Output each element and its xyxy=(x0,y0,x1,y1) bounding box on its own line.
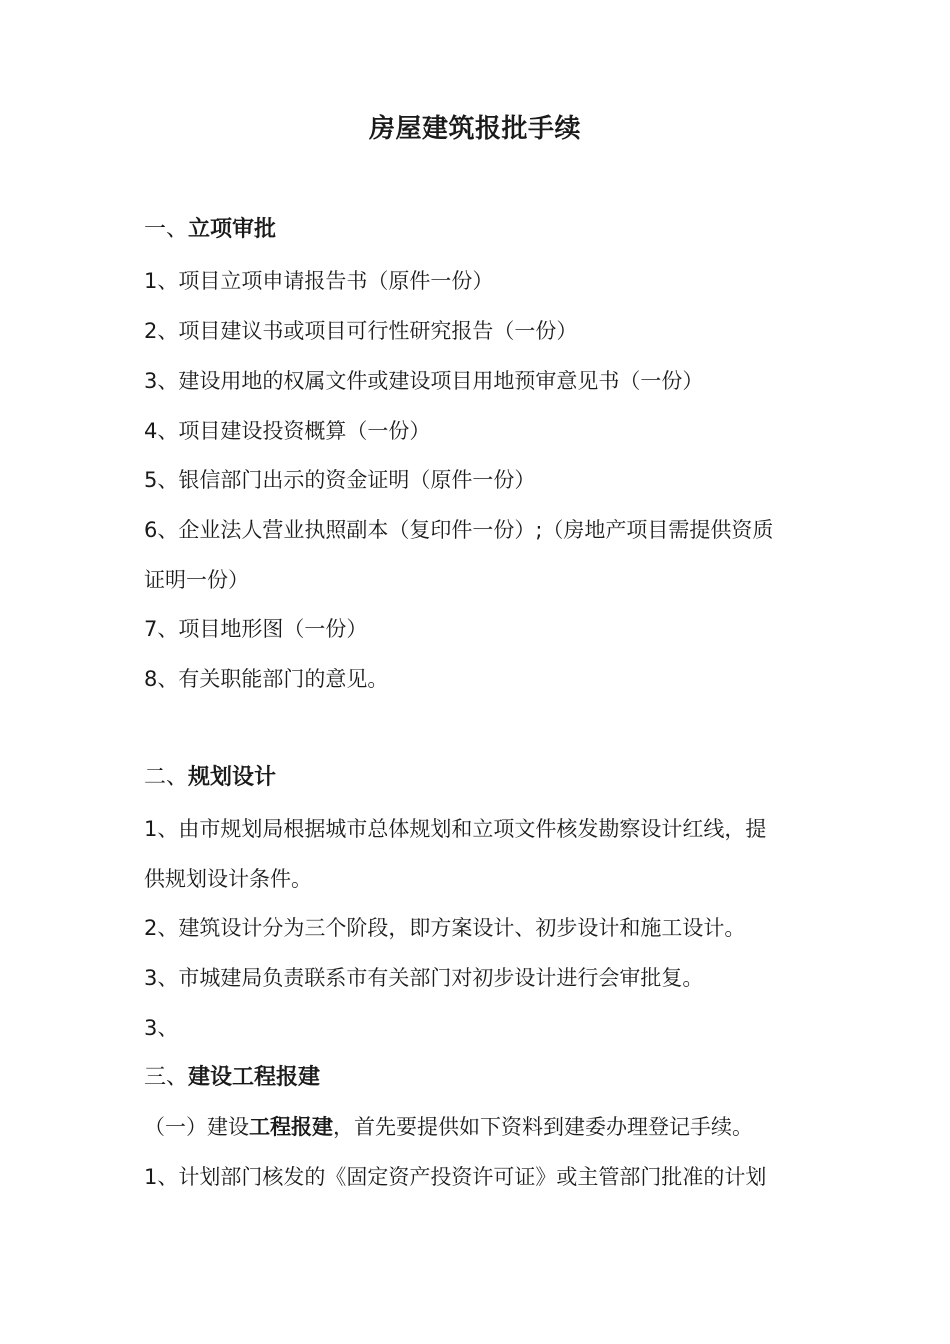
section-number: 三、 xyxy=(144,1065,189,1090)
list-item: 1、项目立项申请报告书（原件一份） xyxy=(144,269,494,293)
list-item-continuation: 供规划设计条件。 xyxy=(144,867,312,891)
list-item: 3、 xyxy=(144,1016,179,1040)
paragraph-prefix: （一）建设 xyxy=(144,1115,249,1139)
list-item: 1、由市规划局根据城市总体规划和立项文件核发勘察设计红线，提 xyxy=(144,817,767,841)
list-item: 7、项目地形图（一份） xyxy=(144,617,368,641)
section-title: 立项审批 xyxy=(188,217,277,242)
list-item-continuation: 证明一份） xyxy=(144,568,249,592)
section-number: 一、 xyxy=(144,217,189,242)
section-heading-3 xyxy=(144,1063,320,1093)
section-title: 规划设计 xyxy=(188,765,277,790)
list-item: 1、计划部门核发的《固定资产投资许可证》或主管部门批准的计划 xyxy=(144,1165,767,1189)
section-title: 建设工程报建 xyxy=(188,1065,321,1090)
section-number: 二、 xyxy=(144,765,189,790)
document-title: 房屋建筑报批手续 xyxy=(368,114,581,144)
section-heading-1 xyxy=(144,215,276,245)
section-heading-2 xyxy=(144,763,276,793)
list-item: 2、建筑设计分为三个阶段，即方案设计、初步设计和施工设计。 xyxy=(144,916,746,940)
paragraph-emphasis: 工程报建 xyxy=(249,1115,333,1139)
paragraph-suffix: ，首先要提供如下资料到建委办理登记手续。 xyxy=(333,1115,753,1139)
list-item: 5、银信部门出示的资金证明（原件一份） xyxy=(144,468,536,492)
list-item: 2、项目建议书或项目可行性研究报告（一份） xyxy=(144,319,578,343)
list-item: 3、市城建局负责联系市有关部门对初步设计进行会审批复。 xyxy=(144,966,704,990)
list-item: 6、企业法人营业执照副本（复印件一份）;（房地产项目需提供资质 xyxy=(144,518,774,542)
list-item: 4、项目建设投资概算（一份） xyxy=(144,419,431,443)
list-item: 8、有关职能部门的意见。 xyxy=(144,667,389,691)
paragraph xyxy=(144,1112,753,1142)
list-item: 3、建设用地的权属文件或建设项目用地预审意见书（一份） xyxy=(144,369,704,393)
